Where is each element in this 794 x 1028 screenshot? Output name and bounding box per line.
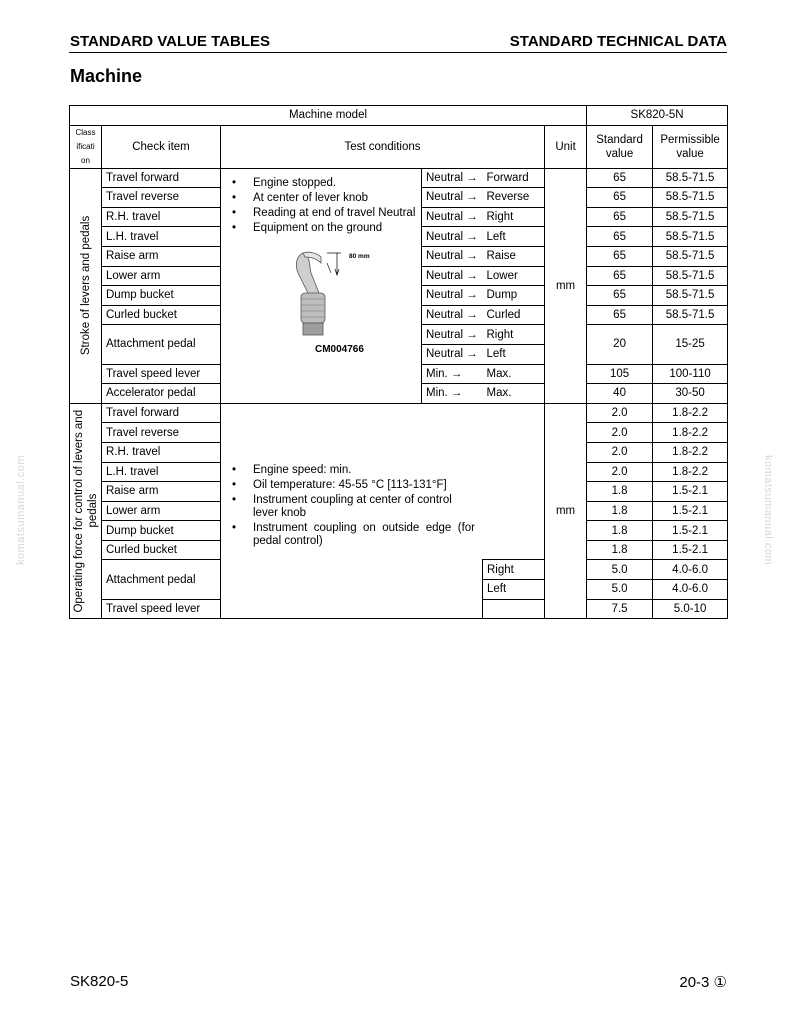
footer-model: SK820-5 [70, 973, 129, 990]
direction-to: Max. [483, 364, 545, 384]
permissible-value: 58.5-71.5 [653, 266, 728, 286]
standard-value: 2.0 [587, 423, 653, 443]
direction-to: Max. [483, 384, 545, 404]
check-item: Travel speed lever [102, 364, 221, 384]
check-item: Dump bucket [102, 521, 221, 541]
col-check-item: Check item [102, 125, 221, 168]
col-classification: Class ificati on [70, 125, 102, 168]
permissible-value: 58.5-71.5 [653, 286, 728, 306]
figure-caption: CM004766 [315, 343, 364, 355]
standard-value: 65 [587, 227, 653, 247]
standard-value: 1.8 [587, 521, 653, 541]
standard-value-table [69, 105, 728, 619]
standard-value: 65 [587, 207, 653, 227]
check-item: Accelerator pedal [102, 384, 221, 404]
check-item: Curled bucket [102, 305, 221, 325]
permissible-value: 30-50 [653, 384, 728, 404]
col-test-conditions: Test conditions [221, 125, 545, 168]
check-item: Raise arm [102, 482, 221, 502]
header-section-title: STANDARD VALUE TABLES [70, 33, 270, 50]
check-item: Travel forward [102, 403, 221, 423]
lever-knob-illustration [265, 243, 395, 343]
direction-from: Neutral → [422, 188, 483, 208]
stroke-conditions-list [225, 177, 417, 235]
permissible-value: 4.0-6.0 [653, 580, 728, 600]
direction-to: Right [483, 560, 545, 580]
table-row [70, 403, 728, 423]
force-conditions-list [225, 464, 475, 548]
standard-value: 1.8 [587, 482, 653, 502]
check-item: Raise arm [102, 246, 221, 266]
permissible-value: 58.5-71.5 [653, 246, 728, 266]
standard-value: 65 [587, 286, 653, 306]
direction-to: Raise [483, 246, 545, 266]
header-rule [69, 52, 727, 53]
page-title: Machine [70, 66, 143, 86]
check-item: L.H. travel [102, 227, 221, 247]
permissible-value: 58.5-71.5 [653, 305, 728, 325]
col-unit: Unit [545, 125, 587, 168]
condition-item: • Engine speed: min. [225, 464, 475, 477]
direction-from: Neutral → [422, 246, 483, 266]
force-unit: mm [545, 403, 587, 619]
permissible-value: 1.5-2.1 [653, 540, 728, 560]
machine-model-label: Machine model [70, 106, 587, 126]
permissible-value: 1.5-2.1 [653, 521, 728, 541]
permissible-value: 58.5-71.5 [653, 207, 728, 227]
permissible-value: 100-110 [653, 364, 728, 384]
check-item: Lower arm [102, 501, 221, 521]
check-item: Dump bucket [102, 286, 221, 306]
permissible-value: 15-25 [653, 325, 728, 364]
force-conditions [221, 403, 545, 560]
watermark-left: komatsumanual.com [15, 455, 27, 565]
check-item: Curled bucket [102, 540, 221, 560]
check-item: Travel reverse [102, 423, 221, 443]
figure-dimension-label: 80 mm [349, 252, 370, 260]
classification-stroke: Stroke of levers and pedals [70, 168, 102, 403]
col-standard-value: Standard value [587, 125, 653, 168]
check-item: Travel forward [102, 168, 221, 188]
standard-value: 2.0 [587, 462, 653, 482]
condition-item: • Engine stopped. [225, 177, 417, 190]
standard-value: 2.0 [587, 442, 653, 462]
condition-item: • Equipment on the ground [225, 222, 417, 235]
permissible-value: 58.5-71.5 [653, 227, 728, 247]
standard-value: 2.0 [587, 403, 653, 423]
standard-value: 7.5 [587, 599, 653, 619]
empty-condition-cell [221, 560, 483, 619]
direction-to: Curled [483, 305, 545, 325]
condition-item: • Reading at end of travel Neutral [225, 207, 417, 220]
standard-value: 40 [587, 384, 653, 404]
check-item: Travel reverse [102, 188, 221, 208]
standard-value: 65 [587, 266, 653, 286]
permissible-value: 1.8-2.2 [653, 423, 728, 443]
check-item: L.H. travel [102, 462, 221, 482]
check-item: Attachment pedal [102, 325, 221, 364]
watermark-right: komatsumanual.com [762, 455, 774, 565]
permissible-value: 1.5-2.1 [653, 482, 728, 502]
direction-from: Neutral → [422, 207, 483, 227]
table-row [70, 560, 728, 580]
direction-from: Neutral → [422, 325, 483, 345]
direction-from: Neutral → [422, 305, 483, 325]
permissible-value: 1.8-2.2 [653, 442, 728, 462]
condition-item: • Instrument coupling at center of control lever knob [225, 494, 475, 520]
direction-from: Neutral → [422, 168, 483, 188]
standard-value: 1.8 [587, 540, 653, 560]
direction-to: Dump [483, 286, 545, 306]
column-header-row [70, 125, 728, 168]
direction-from: Neutral → [422, 227, 483, 247]
check-item: R.H. travel [102, 207, 221, 227]
direction-to: Left [483, 227, 545, 247]
direction-to: Lower [483, 266, 545, 286]
standard-value: 65 [587, 188, 653, 208]
permissible-value: 58.5-71.5 [653, 168, 728, 188]
direction-from: Min. → [422, 364, 483, 384]
direction-to: Forward [483, 168, 545, 188]
footer-page-number: 20-3 ① [679, 974, 727, 991]
condition-item: • At center of lever knob [225, 192, 417, 205]
direction-from: Neutral → [422, 286, 483, 306]
check-item: Attachment pedal [102, 560, 221, 599]
check-item: Lower arm [102, 266, 221, 286]
standard-value: 5.0 [587, 580, 653, 600]
col-permissible-value: Permissible value [653, 125, 728, 168]
direction-to: Right [483, 207, 545, 227]
standard-value: 5.0 [587, 560, 653, 580]
standard-value: 65 [587, 168, 653, 188]
direction-from: Min. → [422, 384, 483, 404]
lever-knob-figure [265, 243, 395, 361]
condition-item: • Oil temperature: 45-55 °C [113-131°F] [225, 479, 475, 492]
direction-from: Neutral → [422, 266, 483, 286]
standard-value: 105 [587, 364, 653, 384]
check-item: R.H. travel [102, 442, 221, 462]
permissible-value: 1.8-2.2 [653, 462, 728, 482]
permissible-value: 5.0-10 [653, 599, 728, 619]
permissible-value: 4.0-6.0 [653, 560, 728, 580]
empty-direction-cell [483, 599, 545, 619]
standard-value: 20 [587, 325, 653, 364]
machine-model-value: SK820-5N [587, 106, 728, 126]
permissible-value: 58.5-71.5 [653, 188, 728, 208]
direction-to: Left [483, 344, 545, 364]
direction-from: Neutral → [422, 344, 483, 364]
table-row [70, 168, 728, 188]
stroke-conditions [221, 168, 422, 403]
standard-value: 1.8 [587, 501, 653, 521]
permissible-value: 1.5-2.1 [653, 501, 728, 521]
permissible-value: 1.8-2.2 [653, 403, 728, 423]
standard-value: 65 [587, 305, 653, 325]
direction-to: Reverse [483, 188, 545, 208]
classification-operating-force: Operating force for control of levers and pedals [70, 403, 102, 619]
standard-value: 65 [587, 246, 653, 266]
direction-to: Left [483, 580, 545, 600]
machine-model-row [70, 106, 728, 126]
direction-to: Right [483, 325, 545, 345]
header-chapter-title: STANDARD TECHNICAL DATA [509, 33, 727, 50]
condition-item: • Instrument coupling on outside edge (for pedal control) [225, 522, 475, 548]
check-item: Travel speed lever [102, 599, 221, 619]
stroke-unit: mm [545, 168, 587, 403]
